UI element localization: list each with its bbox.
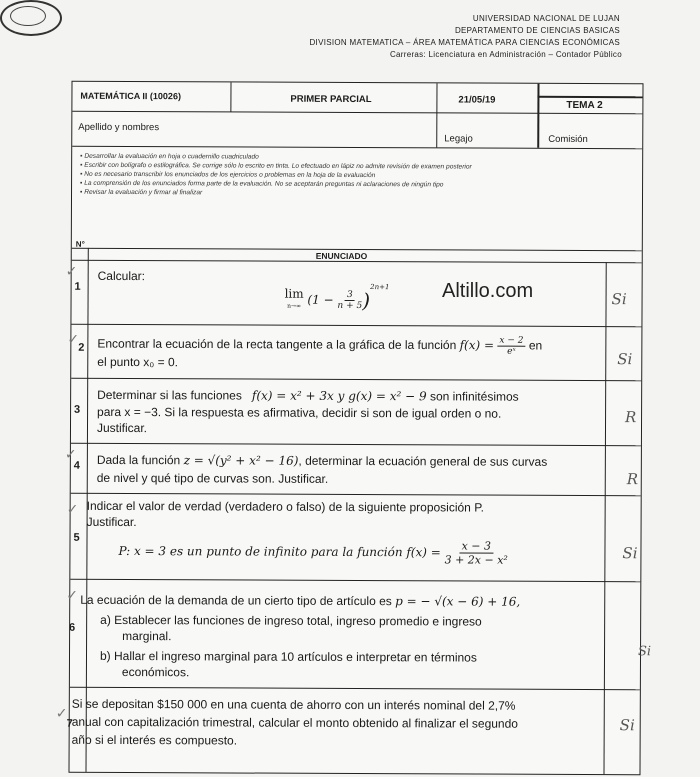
check-mark-icon: ✓ (66, 587, 79, 604)
instruction-item: ▪ Revisar la evaluación y firmar al finalizar (80, 188, 203, 197)
watermark: Altillo.com (442, 280, 534, 302)
instruction-item: ▪ Escribir con bolígrafo o estilográfica. Se corrige sólo lo escrito en tinta. Lo efectuado en lápiz no admite revisión de examen posterior (80, 161, 472, 171)
university-logo (0, 0, 62, 36)
check-mark-icon: ✓ (65, 263, 78, 280)
instruction-item: ▪ Desarrollar la evaluación en hoja o cuadernillo cuadriculado (80, 152, 259, 161)
question-5-line2: Justificar. (86, 514, 137, 530)
question-number: 4 (73, 459, 80, 472)
question-6-item-b: b) Hallar el ingreso marginal para 10 artículos e interpretar en términos (99, 648, 477, 665)
question-6-item-a-cont: marginal. (122, 628, 172, 644)
question-2-point: el punto x₀ = 0. (97, 354, 179, 370)
check-mark-icon: ✓ (67, 331, 80, 348)
question-4-line1: Dada la función z = √(y² + x² − 16), determinar la ecuación general de sus curvas (96, 452, 548, 469)
enunciado-column-header: ENUNCIADO (315, 250, 368, 262)
question-7-line3: año si el interés es compuesto. (71, 732, 238, 748)
question-2-text: Encontrar la ecuación de la recta tangente a la gráfica de la función f(x) = $\frac{x - 2}{\text{eˣ}}$ en (97, 335, 543, 357)
question-7-line1: Si se depositan $150 000 en una cuenta de ahorro con un interés nominal del 2,7% (71, 696, 516, 713)
question-number: 2 (78, 341, 85, 354)
question-6-line1: La ecuación de la demanda de un cierto tipo de artículo es p = − √(x − 6) + 16, (80, 592, 521, 609)
grade-mark: Si (637, 644, 652, 660)
subject-label: MATEMÁTICA II (10026) (80, 90, 181, 102)
grade-mark: R (625, 408, 637, 427)
exam-date: 21/05/19 (458, 94, 496, 106)
legajo-label: Legajo (444, 133, 473, 145)
division-name: DIVISION MATEMATICA – ÁREA MATEMÁTICA PARA CIENCIAS ECONÓMICAS (309, 38, 620, 47)
question-number: 1 (74, 280, 81, 293)
department-name: DEPARTAMENTO DE CIENCIAS BASICAS (454, 26, 620, 35)
question-3-line3: Justificar. (96, 420, 148, 436)
question-3-line1: Determinar si las funciones f(x) = x² + 3x y g(x) = x² − 9 son infinitésimos (97, 387, 519, 404)
check-mark-icon: ✓ (66, 501, 79, 518)
grade-mark: R (626, 470, 639, 489)
question-number: 3 (73, 403, 81, 416)
grade-mark: Si (611, 290, 627, 309)
university-name: UNIVERSIDAD NACIONAL DE LUJAN (472, 14, 620, 23)
question-number: 6 (69, 621, 76, 634)
question-7-line2: anual con capitalización trimestral, calcular el monto obtenido al finalizar el segundo (71, 714, 518, 731)
comision-label: Comisión (548, 133, 588, 146)
instruction-item: ▪ La comprensión de los enunciados forma parte de la evaluación. No se aceptarán preguntas ni aclaraciones de ningún tipo (80, 179, 444, 189)
question-1-text: Calcular: (97, 268, 146, 284)
exam-type: PRIMER PARCIAL (290, 93, 372, 106)
instructions-list (80, 152, 636, 199)
question-5-line1: Indicar el valor de verdad (verdadero o falso) de la siguiente proposición P. (86, 498, 485, 515)
grade-mark: Si (622, 544, 638, 563)
careers-line: Carreras: Licenciatura en Administración – Contador Público (389, 50, 622, 59)
question-1-formula: lim n→∞ (1 − $\frac{3}{n + 5}$ )$^{2n+1}$ (284, 283, 390, 313)
question-6-item-a: a) Establecer las funciones de ingreso total, ingreso promedio e ingreso (100, 612, 482, 629)
question-number: 7 (66, 717, 73, 730)
check-mark-icon: ✓ (64, 446, 77, 463)
grade-mark: Si (617, 350, 633, 369)
exam-sheet (55, 81, 652, 775)
grade-mark: Si (619, 716, 635, 735)
logo-emblem (10, 6, 46, 26)
number-column-header: N° (75, 239, 85, 249)
question-3-line2: para x = −3. Si la respuesta es afirmativa, decidir si son de igual orden o no. (97, 404, 502, 421)
name-label: Apellido y nombres (78, 121, 160, 134)
instruction-item: ▪ No es necesario transcribir los enunciados de los ejercicios o problemas en la hoja de la evaluación (80, 170, 376, 180)
question-4-line2: de nivel y qué tipo de curvas son. Justificar. (96, 470, 329, 486)
check-mark-icon: ✓ (55, 705, 68, 722)
question-6-item-b-cont: económicos. (121, 664, 190, 680)
question-5-proposition: P: x = 3 es un punto de infinito para la función f(x) = $\frac{x - 3}{\text{3 + 2x − x²}}$ (118, 539, 508, 567)
question-number: 5 (73, 531, 80, 544)
exam-tema: TEMA 2 (566, 99, 603, 112)
